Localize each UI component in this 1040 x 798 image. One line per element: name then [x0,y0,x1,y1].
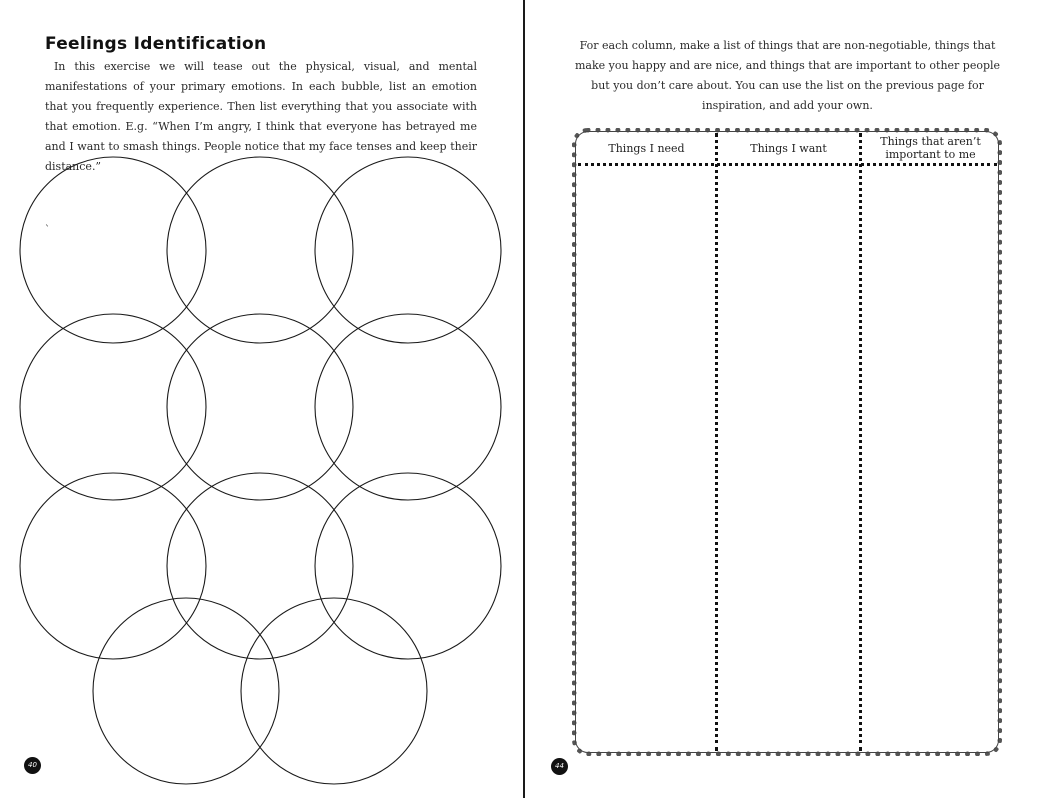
page-number-left: 40 [24,757,41,774]
feeling-bubble[interactable] [167,157,353,343]
feeling-bubble[interactable] [20,473,206,659]
header-divider [578,163,997,166]
stray-tick-mark: ` [45,225,50,236]
feeling-bubble[interactable] [241,598,427,784]
feeling-bubble[interactable] [167,473,353,659]
column-writing-area-not-important[interactable] [862,167,999,747]
column-header-want: Things I want [750,141,827,155]
intro-text: In this exercise we will tease out the physical, visual, and mental manifestations of your primary emotions. In each bubble, list an emotion that you frequently experience. Then list everything that you associate with that emotion. E.g. “When I’m angry, I think that everyone has betrayed me and I want to smash things. People notice that my face tenses and keep their distance.” [45,60,481,173]
page-number-right: 44 [551,758,568,775]
feeling-bubble[interactable] [315,473,501,659]
feeling-bubble[interactable] [93,598,279,784]
feeling-bubble[interactable] [20,157,206,343]
column-header-need: Things I need [608,141,685,155]
feeling-bubble[interactable] [20,314,206,500]
feeling-bubble[interactable] [315,157,501,343]
column-writing-area-want[interactable] [718,167,859,747]
column-header-not-important: Things that aren’t important to me [880,135,981,161]
page-title: Feelings Identification [45,34,267,54]
book-spine [523,0,525,798]
feeling-bubble[interactable] [167,314,353,500]
instructions-text: For each column, make a list of things that are non-negotiable, things that make you happy and are nice, and things that are important to other people but you don’t care about. You can use the list on the previous page for inspiration, and add your own. [574,39,1001,112]
feeling-bubble[interactable] [315,314,501,500]
column-writing-area-need[interactable] [578,167,715,747]
